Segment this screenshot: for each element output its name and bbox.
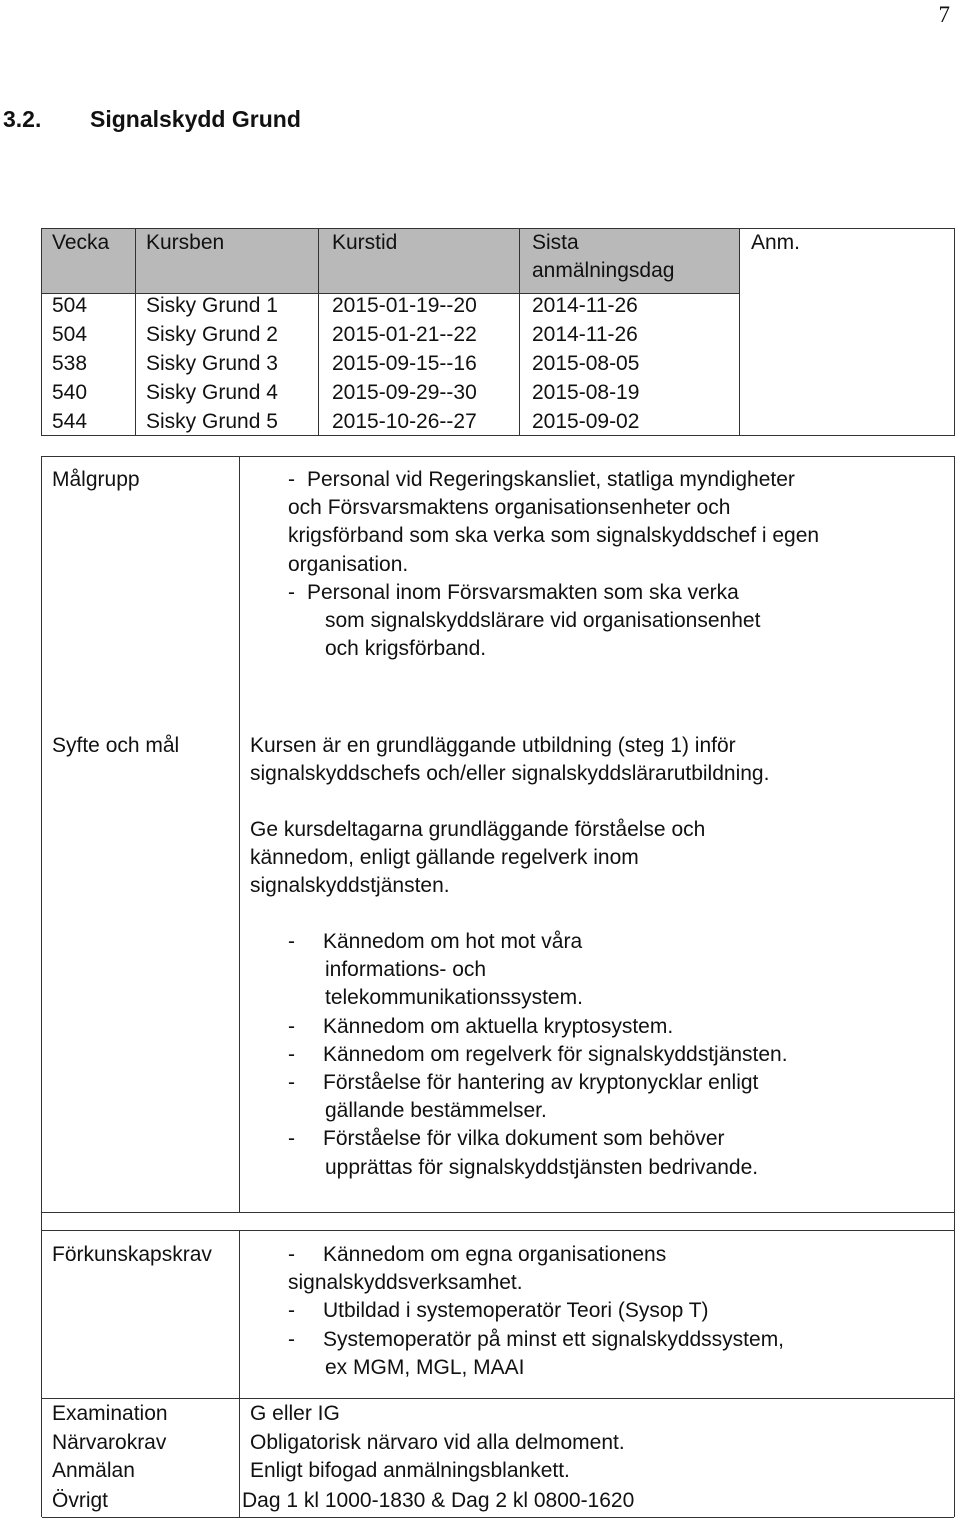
syfte-para1-line1: Kursen är en grundläggande utbildning (steg 1) inför	[250, 734, 736, 757]
syfte-label: Syfte och mål	[52, 734, 180, 757]
schedule-cell-kursben: Sisky Grund 4	[146, 381, 278, 404]
malgrupp-item-line: krigsförband som ska verka som signalskyddschef i egen	[288, 524, 820, 548]
syfte-item-line: Kännedom om regelverk för signalskyddstjänsten.	[323, 1042, 788, 1066]
header-vecka: Vecka	[52, 231, 110, 254]
syfte-para2-line2: kännedom, enligt gällande regelverk inom	[250, 846, 639, 869]
header-anm: Anm.	[751, 231, 801, 254]
malgrupp-item-line: som signalskyddslärare vid organisationsenhet	[325, 609, 761, 632]
syfte-item-line: Förståelse för hantering av kryptonycklar enligt	[323, 1071, 759, 1094]
forkunskap-item-dash: -	[288, 1243, 295, 1266]
syfte-item-line: informations- och	[325, 958, 487, 982]
syfte-item-line: gällande bestämmelser.	[325, 1099, 547, 1123]
schedule-cell-kursben: Sisky Grund 2	[146, 323, 278, 346]
examination-value: G eller IG	[250, 1402, 340, 1425]
schedule-cell-sista-anmalningsdag: 2014-11-26	[532, 294, 638, 317]
forkunskap-item-line: Systemoperatör på minst ett signalskyddssystem,	[323, 1327, 785, 1351]
syfte-item-dash: -	[288, 930, 295, 953]
forkunskap-item-dash: -	[288, 1299, 295, 1323]
syfte-item-dash: -	[288, 1042, 295, 1066]
forkunskap-item-line: ex MGM, MGL, MAAI	[325, 1355, 525, 1379]
syfte-item-line: telekommunikationssystem.	[325, 986, 583, 1010]
header-kursben: Kursben	[146, 231, 225, 254]
schedule-cell-kursben: Sisky Grund 5	[146, 410, 278, 433]
syfte-para2-line3: signalskyddstjänsten.	[250, 874, 450, 897]
page-number: 7	[938, 2, 950, 27]
header-anmalningsdag: anmälningsdag	[532, 259, 675, 282]
schedule-cell-kursben: Sisky Grund 1	[146, 294, 278, 317]
malgrupp-item-line: Personal vid Regeringskansliet, statliga myndigheter	[307, 468, 795, 491]
section-number: 3.2.	[3, 106, 42, 132]
course-info-table	[41, 456, 955, 1517]
malgrupp-item-dash: -	[288, 580, 295, 604]
forkunskap-item-dash: -	[288, 1327, 295, 1351]
schedule-cell-kurstid: 2015-09-15--16	[332, 352, 477, 375]
malgrupp-item-line: och krigsförband.	[325, 637, 487, 661]
schedule-cell-kursben: Sisky Grund 3	[146, 352, 278, 375]
malgrupp-label: Målgrupp	[52, 468, 140, 491]
syfte-item-line: Kännedom om aktuella kryptosystem.	[323, 1014, 674, 1038]
malgrupp-item-line: Personal inom Försvarsmakten som ska verka	[307, 580, 739, 604]
ovrigt-label: Övrigt	[52, 1489, 109, 1512]
schedule-cell-vecka: 544	[52, 410, 88, 433]
malgrupp-item-line: och Försvarsmaktens organisationsenheter och	[288, 496, 731, 520]
header-kurstid: Kurstid	[332, 231, 398, 254]
schedule-cell-vecka: 540	[52, 381, 88, 404]
anmalan-value: Enligt bifogad anmälningsblankett.	[250, 1459, 570, 1482]
syfte-para2-line1: Ge kursdeltagarna grundläggande förståelse och	[250, 818, 706, 841]
schedule-cell-sista-anmalningsdag: 2015-08-19	[532, 381, 640, 404]
malgrupp-item-dash: -	[288, 468, 295, 491]
schedule-cell-sista-anmalningsdag: 2015-08-05	[532, 352, 640, 375]
syfte-item-dash: -	[288, 1127, 295, 1151]
schedule-cell-vecka: 504	[52, 323, 88, 346]
schedule-cell-vecka: 538	[52, 352, 88, 375]
forkunskap-item-line: Kännedom om egna organisationens	[323, 1243, 667, 1266]
schedule-cell-sista-anmalningsdag: 2015-09-02	[532, 410, 640, 433]
schedule-cell-sista-anmalningsdag: 2014-11-26	[532, 323, 638, 346]
section-title: Signalskydd Grund	[90, 106, 301, 132]
schedule-cell-kurstid: 2015-01-21--22	[332, 323, 477, 346]
schedule-table	[41, 228, 955, 436]
syfte-item-line: upprättas för signalskyddstjänsten bedrivande.	[325, 1155, 759, 1179]
malgrupp-item-line: organisation.	[288, 552, 409, 576]
anmalan-label: Anmälan	[52, 1459, 135, 1482]
schedule-cell-kurstid: 2015-10-26--27	[332, 410, 477, 433]
schedule-cell-vecka: 504	[52, 294, 88, 317]
syfte-item-dash: -	[288, 1014, 295, 1038]
ovrigt-value: Dag 1 kl 1000-1830 & Dag 2 kl 0800-1620	[242, 1489, 635, 1512]
syfte-item-line: Kännedom om hot mot våra	[323, 930, 583, 953]
header-sista: Sista	[532, 231, 579, 254]
examination-label: Examination	[52, 1402, 168, 1425]
syfte-item-dash: -	[288, 1071, 295, 1094]
narvarokrav-label: Närvarokrav	[52, 1431, 167, 1454]
schedule-cell-kurstid: 2015-01-19--20	[332, 294, 477, 317]
narvarokrav-value: Obligatorisk närvaro vid alla delmoment.	[250, 1431, 625, 1454]
forkunskap-label: Förkunskapskrav	[52, 1243, 212, 1266]
forkunskap-item-line: Utbildad i systemoperatör Teori (Sysop T)	[323, 1299, 709, 1323]
syfte-para1-line2: signalskyddschefs och/eller signalskyddslärarutbildning.	[250, 762, 770, 785]
syfte-item-line: Förståelse för vilka dokument som behöver	[323, 1127, 725, 1151]
schedule-cell-kurstid: 2015-09-29--30	[332, 381, 477, 404]
forkunskap-item-continuation: signalskyddsverksamhet.	[288, 1271, 523, 1295]
